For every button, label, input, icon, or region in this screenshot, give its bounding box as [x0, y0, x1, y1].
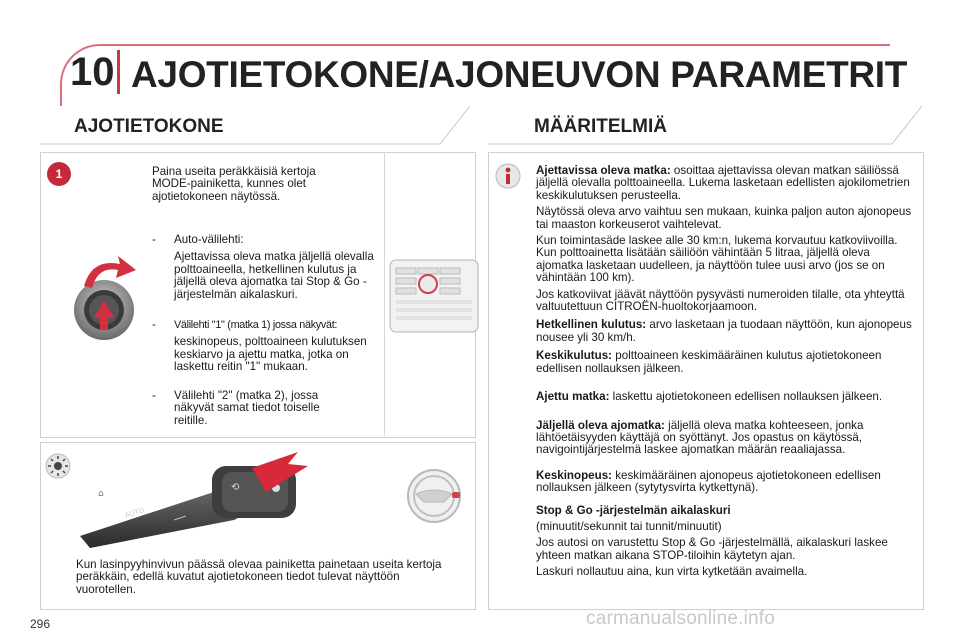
wiper-stalk-illustration — [76, 448, 316, 548]
list-item — [152, 319, 382, 374]
definition-text: laskettu ajotietokoneen edellisen nollauksen jälkeen. — [609, 390, 883, 404]
left-section-title: AJOTIETOKONE — [74, 116, 224, 137]
definition-item — [536, 235, 920, 285]
definition-text: polttoaineen keskimääräinen kulutus ajotietokoneen edellisen nollauksen jälkeen. — [536, 349, 882, 375]
chapter-top-rule — [100, 44, 890, 46]
left-header-rule — [40, 104, 470, 148]
definition-item — [536, 289, 920, 314]
definition-text: osoittaa ajettavissa olevan matkan säiliössä jäljellä olevalla polttoaineella. Lukema lasketaan edellisten ajokilometrien keskikulutuksen perusteella. — [536, 164, 910, 202]
dashboard-illustration — [388, 256, 480, 338]
definition-term: Stop & Go -järjestelmän aikalaskuri — [536, 503, 731, 517]
list-item-label: Auto-välilehti: — [174, 233, 244, 246]
definitions-list — [536, 165, 920, 579]
definition-item — [536, 350, 920, 375]
definition-item — [536, 470, 920, 495]
right-header-rule — [488, 104, 922, 148]
definition-term: Keskinopeus: — [536, 468, 613, 482]
list-dash: - — [152, 318, 156, 331]
list-item-text: keskinopeus, polttoaineen kulutuksen keskiarvo ja ajettu matka, jotka on laskettu reitin "1" mukaan. — [174, 335, 367, 374]
definition-item — [536, 505, 920, 517]
list-dash: - — [152, 233, 156, 246]
definition-text: Jos autosi on varustettu Stop & Go -järjestelmällä, aikalaskuri laskee yhteen matkan aikana STOP-tiloihin käytetyn ajan. — [536, 536, 888, 562]
chapter-number: 10 — [70, 50, 115, 94]
svg-text:⌂: ⌂ — [98, 489, 104, 499]
steering-wheel-icon — [404, 466, 464, 526]
step-badge: 1 — [47, 162, 71, 186]
definition-item — [536, 537, 920, 562]
definition-item — [536, 521, 920, 533]
definition-term: Hetkellinen kulutus: — [536, 318, 647, 332]
watermark: carmanualsonline.info — [586, 608, 776, 629]
definition-item — [536, 206, 920, 231]
list-item-label: Välilehti "2" (matka 2), jossa näkyvät samat tiedot toiselle reitille. — [174, 389, 320, 427]
left-box-divider — [384, 152, 385, 436]
definition-text: keskimääräinen ajonopeus ajotietokoneen edellisen nollauksen jälkeen (sytytysvirta kytkettynä). — [536, 468, 881, 495]
definition-text: jäljellä oleva matka kohteeseen, jonka lähtöetäisyyden käyttäjä on syöttänyt. Jos opastus on käytössä, navigointijärjestelmä laskee ajomatkan määrän reaaliajassa. — [536, 418, 864, 457]
chapter-title: AJOTIETOKONE/AJONEUVON PARAMETRIT — [131, 54, 908, 95]
definition-text: Näytössä oleva arvo vaihtuu sen mukaan, kuinka paljon auton ajonopeus tai maaston korkeuserot vaihtelevat. — [536, 205, 912, 231]
definition-term: Ajettavissa oleva matka: — [536, 164, 671, 177]
left-section-header — [40, 104, 470, 148]
definition-item — [536, 319, 920, 344]
definition-term: Jäljellä oleva ajomatka: — [536, 418, 665, 432]
definition-item — [536, 420, 920, 457]
info-icon — [494, 162, 522, 190]
wiper-instruction-text: Kun lasinpyyhinvivun päässä olevaa painiketta painetaan useita kertoja peräkkäin, edellä kuvatut ajotietokoneen tiedot tulevat näyttöön vuorotellen. — [76, 558, 442, 596]
definition-term: Keskikulutus: — [536, 349, 613, 363]
definition-text: Kun toimintasäde laskee alle 30 km:n, lukema korvautuu katkoviivoilla. Kun polttoainetta lisätään säiliöön vähintään 5 litraa, jäljellä oleva ajomatka lasketaan uudelleen, ja näyttöön tulee uusi arvo (jos se on vähintään 100 km). — [536, 234, 898, 285]
right-section-header — [488, 104, 922, 148]
definition-text: arvo lasketaan ja tuodaan näyttöön, kun ajonopeus nousee yli 30 km/h. — [536, 318, 912, 344]
list-item-label: Välilehti "1" (matka 1) jossa näkyvät: — [174, 319, 338, 331]
list-dash: - — [152, 389, 156, 402]
right-section-title: MÄÄRITELMIÄ — [534, 116, 667, 137]
page-number: 296 — [30, 617, 51, 631]
light-icon — [44, 452, 72, 480]
list-item — [152, 390, 382, 427]
chapter-separator — [117, 50, 120, 94]
definition-item — [536, 391, 920, 403]
intro-text: Paina useita peräkkäisiä kertoja MODE-painiketta, kunnes olet ajotietokoneen näytössä. — [152, 165, 316, 203]
definition-item — [536, 566, 920, 578]
list-item — [152, 234, 382, 301]
list-item-text: Ajettavissa oleva matka jäljellä olevalla polttoaineella, hetkellinen kulutus ja jäljellä oleva ajomatka tai Stop & Go -järjestelmän aikalaskuri. — [174, 250, 374, 301]
definition-item — [536, 165, 920, 202]
definition-text: Laskuri nollautuu aina, kun virta kytketään avaimella. — [536, 565, 808, 579]
definition-text: Jos katkoviivat jäävät näyttöön pysyvästi numeroiden tilalle, ota yhteyttä valtuutettuun CITROËN-huoltokorjaamoon. — [536, 287, 905, 314]
mode-button-illustration — [62, 248, 152, 348]
svg-text:⟲: ⟲ — [231, 482, 240, 493]
definition-text: (minuutit/sekunnit tai tunnit/minuutit) — [536, 519, 722, 533]
definition-term: Ajettu matka: — [536, 390, 610, 404]
stalk-auto-label: AUTO — [124, 506, 146, 520]
